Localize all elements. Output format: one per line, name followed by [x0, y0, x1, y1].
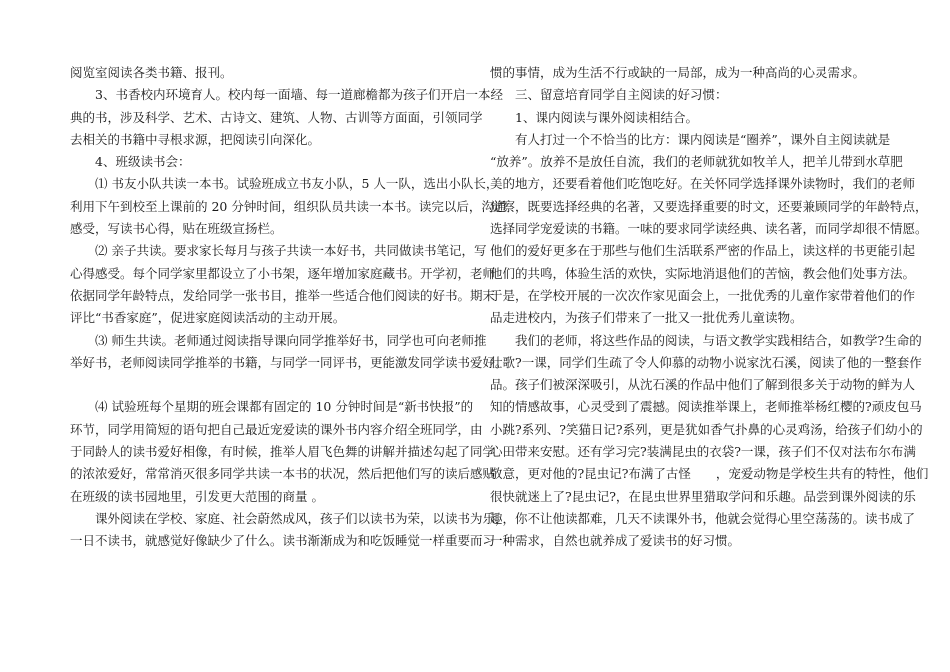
- text-line: 去相关的书籍中寻根求源，把阅读引向深化。: [70, 131, 321, 147]
- text-line: 有人打过一个不恰当的比方：课内阅读是“圈养”，课外自主阅读就是: [490, 131, 891, 147]
- text-line: 课外阅读在学校、家庭、社会蔚然成风，孩子们以读书为荣，以读书为乐，: [70, 510, 508, 526]
- right-column: [490, 62, 929, 553]
- text-line: 品走进校内，为孩子们带来了一批又一批优秀儿童读物。: [490, 310, 803, 326]
- text-line: ⑷ 试验班每个星期的班会课都有固定的 10 分钟时间是“新书快报”的: [70, 399, 474, 415]
- text-line: 在班级的读书园地里，引发更大范围的商量 。: [70, 488, 324, 504]
- text-line: ⑴ 书友小队共读一本书。试验班成立书友小队，5 人一队，选出小队长，: [70, 176, 499, 192]
- text-line: 典的书，涉及科学、艺术、古诗文、建筑、人物、古训等方面面，引领同学: [70, 109, 483, 125]
- text-line: 我们的老师，将这些作品的阅读，与语文教学实践相结合，如教学?生命的: [490, 332, 922, 348]
- text-line: 很快就迷上了?昆虫记?，在昆虫世界里猎取学问和乐趣。品尝到课外阅读的乐: [490, 488, 916, 504]
- text-line: 知的情感故事，心灵受到了震撼。阅读推举课上，老师推举杨红樱的?顽皮包马: [490, 399, 922, 415]
- text-line: 利用下午到校至上课前的 20 分钟时间，组织队员共读一本书。读完以后，沟通: [70, 198, 507, 214]
- text-line: 壮歌?一课，同学们生疏了令人仰慕的动物小说家沈石溪，阅读了他的一整套作: [490, 354, 922, 370]
- section-heading: 三、留意培育同学自主阅读的好习惯：: [490, 87, 728, 103]
- text-line: 于同龄人的读书爱好相像，有时候，推举人眉飞色舞的讲解并描述勾起了同学: [70, 444, 496, 460]
- text-line: 依据同学年龄特点，发给同学一张书目，推举一些适合他们阅读的好书。期末: [70, 287, 496, 303]
- text-line: 3、书香校内环境育人。校内每一面墙、每一道廊檐都为孩子们开启一本经: [70, 87, 503, 103]
- text-line: ⑵ 亲子共读。要求家长每月与孩子共读一本好书，共同做读书笔记，写: [70, 243, 487, 259]
- text-line: 阅览室阅读各类书籍、报刊。: [70, 65, 233, 80]
- text-line: 感受，写读书心得，贴在班级宣扬栏。: [70, 221, 283, 237]
- text-line: 他们的共鸣，体验生活的欢快，实际地消退他们的苦恼，教会他们处事方法。: [490, 265, 916, 281]
- text-line: 他们的爱好更多在于那些与他们生活联系严密的作品上，读这样的书更能引起: [490, 243, 916, 259]
- text-line: 觉察，既要选择经典的名著，又要选择重要的时文，还要兼顾同学的年龄特点，: [490, 198, 928, 214]
- blank-line: [70, 374, 442, 396]
- text-line: 举好书，老师阅读同学推举的书籍，与同学一同评书，更能激发同学读书爱好。: [70, 354, 508, 370]
- text-line: 于是，在学校开展的一次次作家见面会上，一批优秀的儿童作家带着他们的作: [490, 287, 916, 303]
- text-line: 趣，你不让他读都难，几天不读课外书，他就会觉得心里空荡荡的。读书成了: [490, 510, 916, 526]
- text-line: 选择同学宠爱读的书籍。一味的要求同学读经典、读名著，而同学却很不情愿。: [490, 221, 928, 237]
- text-line: 心得感受。每个同学家里都设立了小书架，逐年增加家庭藏书。开学初，老师: [70, 265, 496, 281]
- text-line: 小跳?系列、?笑猫日记?系列，更是犹如香气扑鼻的心灵鸡汤，给孩子们幼小的: [490, 421, 923, 437]
- text-line: “放养”。放养不是放任自流，我们的老师就犹如牧羊人，把羊儿带到水草肥: [490, 154, 903, 170]
- text-line: ⑶ 师生共读。老师通过阅读指导课向同学推举好书，同学也可向老师推: [70, 332, 487, 348]
- text-line: 的浓浓爱好，常常消灭很多同学共读一本书的状况，然后把他们写的读后感贴: [70, 466, 496, 482]
- text-line: 评比“书香家庭”，促进家庭阅读活动的主动开展。: [70, 310, 346, 326]
- subsection-heading: 1、课内阅读与课外阅读相结合。: [490, 109, 698, 125]
- text-line: 4、班级读书会：: [70, 154, 191, 170]
- text-line: 敬意，更对他的?昆虫记?布满了古怪 ，宠爱动物是学校生共有的特性，他们: [490, 466, 929, 482]
- left-column: [70, 62, 508, 553]
- text-line: 一日不读书，就感觉好像缺少了什么。读书渐渐成为和吃饭睡觉一样重要而习: [70, 533, 496, 549]
- text-line: 品。孩子们被深深吸引，从沈石溪的作品中他们了解到很多关于动物的鲜为人: [490, 377, 916, 393]
- text-line: 惯的事情，成为生活不行或缺的一局部，成为一种高尚的心灵需求。: [490, 65, 866, 80]
- text-line: 心田带来安慰。还有学习完?装满昆虫的衣袋?一课，孩子们不仅对法布尔布满: [490, 444, 916, 460]
- text-line: 一种需求，自然也就养成了爱读书的好习惯。: [490, 533, 741, 549]
- text-line: 环节，同学用简短的语句把自己最近宠爱读的课外书内容介绍全班同学，由: [70, 421, 483, 437]
- text-line: 美的地方，还要看着他们吃饱吃好。在关怀同学选择课外读物时，我们的老师: [490, 176, 916, 192]
